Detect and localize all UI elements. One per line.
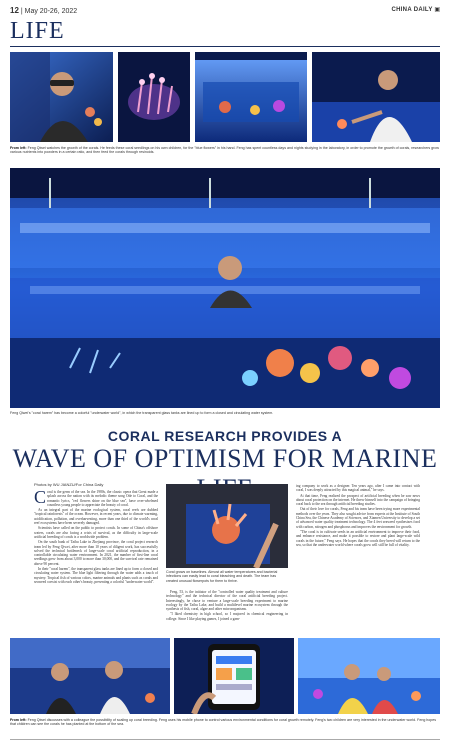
photo-coral-harem-lab bbox=[10, 168, 440, 408]
page-number: 12 | May 20-26, 2022 bbox=[10, 6, 78, 15]
photo-mobile-phone-control bbox=[174, 638, 294, 714]
article-column-1 bbox=[34, 490, 158, 630]
big-photo-caption: Feng Qiwei's "coral harem" has become a colorful "underwater world", in which the transparent glass tanks are lined up to form a closed and circulating water system. bbox=[10, 411, 274, 415]
photo-researcher-with-coral bbox=[10, 52, 113, 142]
masthead-logo-icon: ▣ bbox=[434, 7, 440, 13]
paragraph: "I liked chemistry in high school, so I majored in chemical engineering in college. Since I like playing games, I joined a gam- bbox=[166, 612, 288, 621]
paragraph: Scientists have called on the public to protect corals. In some of China's offshore waters, corals are also facing a crisis of survival, as the difficulty in large-scale artificial breeding of corals is a worldwide problem. bbox=[34, 526, 158, 539]
photo-coral-baseline bbox=[166, 484, 288, 568]
paragraph: On the south bank of Taihu Lake in Zhejiang province, the coral project research team led by Feng Qiwei, after more than 10 years of diligent work, has successfully solved the technical bottleneck of large-scale coral artificial reproduction, in a controllable circulating water environment. In 2021, the number of first-line coral seedlings grew from about 3,000 to more than 30,000, and the survival rate remained above 90 percent. bbox=[34, 540, 158, 566]
article-column-2 bbox=[166, 590, 288, 632]
bottom-photo-caption: From left: Feng Qiwei discusses with a colleague the possibility of scaling up coral breeding. Feng uses his mobile phone to control various environmental conditions for coral growth remotely. Feng's two children are very interested in the underwater world. Feng hopes that children can see the corals he has planted at the bottom of the sea. bbox=[10, 718, 437, 727]
paragraph: ing company to work as a designer. Ten years ago, after I came into contact with coral, I was deeply attracted by this magical animal," he says. bbox=[296, 484, 420, 493]
header-rule bbox=[10, 46, 440, 47]
photo-coral-closeup bbox=[118, 52, 190, 142]
photo-researcher-feeding-coral bbox=[312, 52, 440, 142]
photo-colleague-discussion bbox=[10, 638, 170, 714]
inline-photo-caption: Coral grows on baselines. Almost all water temperatures and bacterial infections can easily lead to coral bleaching and death. The team has created unusual flowerpots for them to thrive. bbox=[166, 570, 278, 583]
paragraph: "The coral is in cultivate seeds in an artificial environment to improve their food, and enhance resistance, and make it possible to restore and plant large-scale wild corals in the future," Feng says. He hopes that the corals they breed will return to the sea, so that the underwater world where corals grow will still be full of vitality. bbox=[296, 529, 420, 547]
footer-rule bbox=[10, 739, 440, 740]
paragraph: At that time, Feng realized the prospect of artificial breeding when he saw news about coral protection on the internet. He threw himself into the campaign of bringing coral back to the sea through artificial breeding studies. bbox=[296, 493, 420, 507]
photo-children-aquarium bbox=[298, 638, 440, 714]
paragraph: Feng, 53, is the initiator of the "controlled water quality treatment and culture technology" and the technical director of the coral artificial breeding project. Interestingly, he chose to venture a large-scale breeding experiment to marine ecology by the Taihu Lake, and build a multilevel marine ecosystem through the synthesis of fish, coral, algae and other microorganisms. bbox=[166, 590, 288, 612]
paragraph: In their "coral harem", the transparent glass tanks are lined up to form a closed and circulating water system. The blue light filtering through the water adds a touch of mystery. Tropical fish of various colors, marine animals and plants such as corals and seaweed coexist with each other's beauty, presenting a colorful "underwater world". bbox=[34, 567, 158, 584]
photo-aquarium-tanks bbox=[195, 52, 307, 142]
article-kicker: CORAL RESEARCH PROVIDES A bbox=[107, 428, 343, 444]
paragraph: oral is the germ of the sea. In the 1980s, the classic opera that Great made a splash across the nation with its melodic theme song Ode to Coral, and the romantic lyrics, "red flowers shine on the blue sea", have over-whelmed countless young people to appreciate the beauty of coral. bbox=[47, 490, 158, 507]
byline: Photos by WU JIANZU/For China Daily bbox=[34, 482, 104, 487]
article-column-3 bbox=[296, 484, 420, 632]
top-photo-caption: From left: Feng Qiwei watches the growth of the corals. He feeds these coral seedlings on his own children, for the "blue flowers" in his hand. Feng has spent countless days and nights studying in the laboratory, in order to promote the growth of corals, researchers grow various nutrients into powders in a certain ratio, and then feed the corals through resinoids. bbox=[10, 146, 439, 155]
paragraph: Out of their love for corals, Feng and his team have been trying more experimental methods over the years. They also sought advice from experts at the Institute of South China Sea, the Chinese Academy of Sciences, and Xiamen University to develop a set of advanced water quality treatment technology. The 4 feet seaweed synthesizes food with carbon, nitrogen and phosphorus and improves the environment for growth. bbox=[296, 507, 420, 529]
issue-date: May 20-26, 2022 bbox=[24, 8, 78, 15]
article-headline: WAVE OF OPTIMISM FOR MARINE bbox=[12, 444, 438, 473]
masthead: CHINA DAILY ▣ bbox=[391, 7, 440, 13]
drop-cap: C bbox=[34, 490, 47, 507]
section-title: LIFE bbox=[10, 18, 65, 44]
paragraph: As an integral part of the marine ecological system, coral reefs are dubbed "tropical rainforests" of the ocean. However, in recent years, due to climate warming, acidification, pollution, and overharvesting, more than one third of the world's coral reef ecosystems have been severely damaged. bbox=[34, 508, 158, 526]
